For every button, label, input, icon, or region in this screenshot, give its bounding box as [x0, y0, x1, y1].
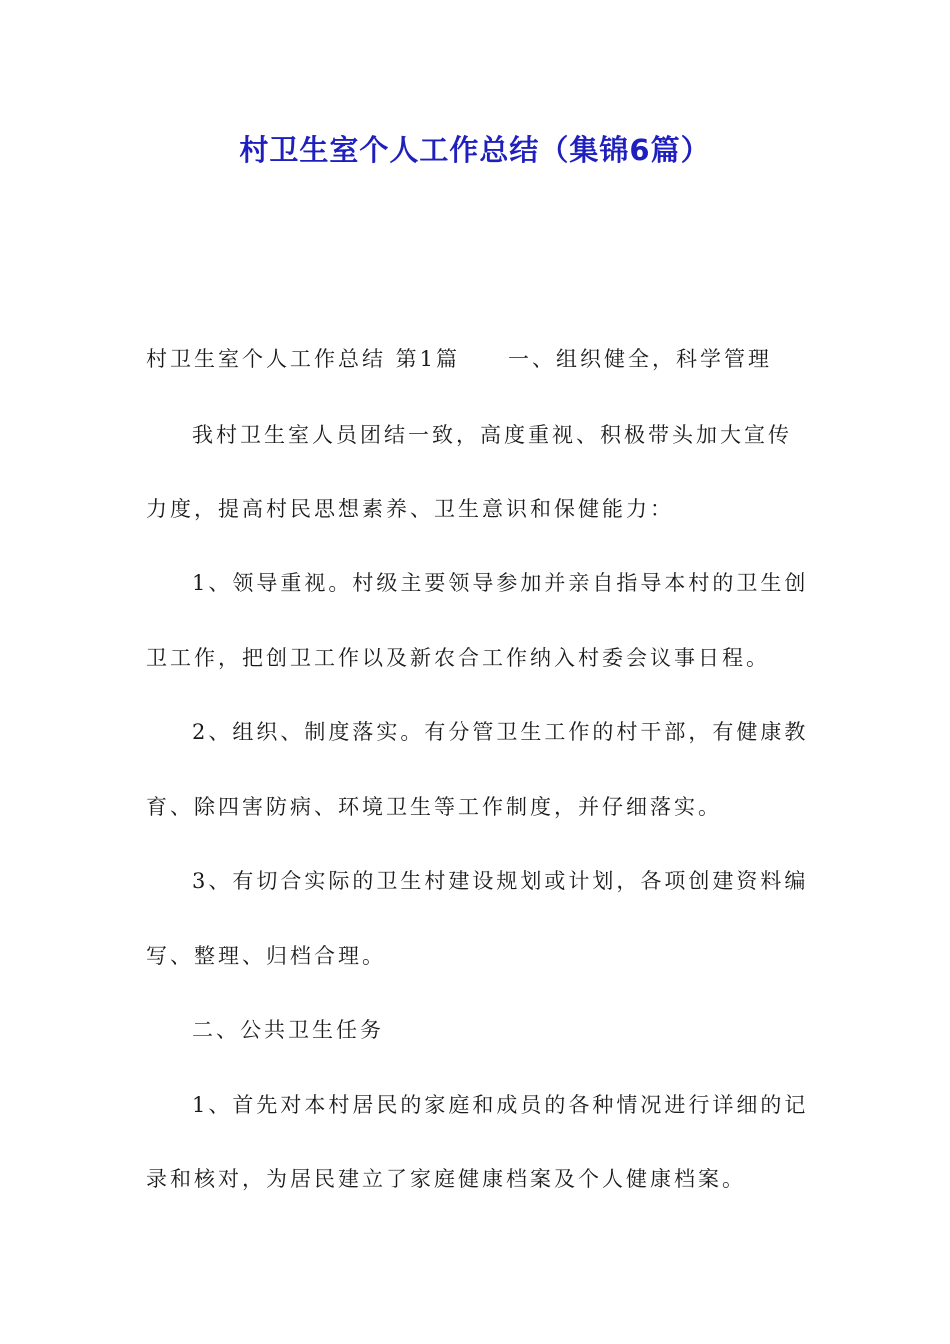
section-heading-line — [146, 344, 826, 374]
paragraph-line: 1、首先对本村居民的家庭和成员的各种情况进行详细的记 — [192, 1093, 809, 1117]
article-heading: 村卫生室个人工作总结 第1篇 — [146, 347, 461, 371]
paragraph-line: 我村卫生室人员团结一致，高度重视、积极带头加大宣传 — [192, 423, 792, 447]
paragraph-line: 3、有切合实际的卫生村建设规划或计划，各项创建资料编 — [192, 869, 809, 893]
paragraph-line: 卫工作，把创卫工作以及新农合工作纳入村委会议事日程。 — [146, 646, 770, 670]
paragraph-line: 录和核对，为居民建立了家庭健康档案及个人健康档案。 — [146, 1167, 746, 1191]
paragraph-line: 1、领导重视。村级主要领导参加并亲自指导本村的卫生创 — [192, 571, 809, 595]
paragraph-line: 育、除四害防病、环境卫生等工作制度，并仔细落实。 — [146, 795, 722, 819]
section-heading: 一、组织健全，科学管理 — [508, 347, 773, 371]
paragraph-line: 力度，提高村民思想素养、卫生意识和保健能力： — [146, 497, 674, 521]
paragraph-line: 2、组织、制度落实。有分管卫生工作的村干部，有健康教 — [192, 720, 809, 744]
subsection-heading: 二、公共卫生任务 — [192, 1018, 384, 1042]
document-title: 村卫生室个人工作总结（集锦6篇） — [239, 133, 711, 167]
paragraph-line: 写、整理、归档合理。 — [146, 944, 386, 968]
